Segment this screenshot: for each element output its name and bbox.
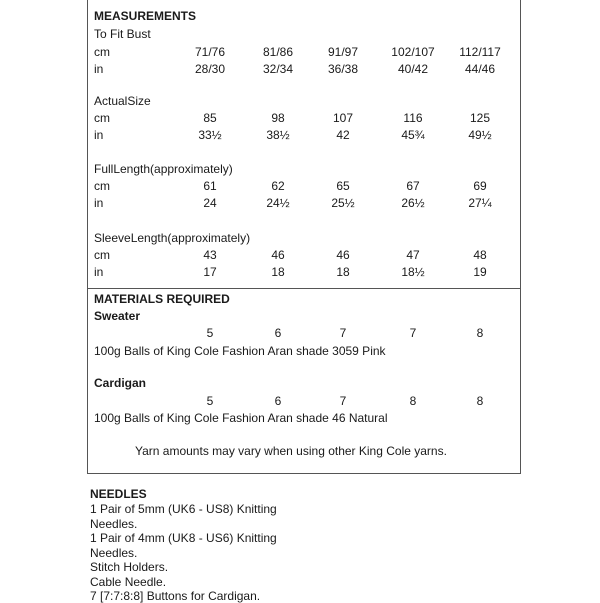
sweater-label: Sweater xyxy=(94,309,141,323)
ball-count: 7 xyxy=(409,326,417,340)
section-label-actual-size: ActualSize xyxy=(94,94,151,108)
size-value-in: 45¾ xyxy=(401,128,425,142)
ball-count: 5 xyxy=(206,326,214,340)
size-value-cm: 98 xyxy=(271,111,285,125)
sweater-yarn: 100g Balls of King Cole Fashion Aran shade 3059 Pink xyxy=(94,344,386,358)
ball-count: 7 xyxy=(339,326,347,340)
size-value-in: 36/38 xyxy=(327,62,359,76)
needle-line: 1 Pair of 4mm (UK8 - US6) Knitting xyxy=(90,531,277,545)
ball-count: 8 xyxy=(476,394,484,408)
section-label-to-fit-bust: To Fit Bust xyxy=(94,27,151,41)
cardigan-yarn: 100g Balls of King Cole Fashion Aran shade 46 Natural xyxy=(94,411,388,425)
size-value-in: 19 xyxy=(473,265,487,279)
size-value-in: 32/34 xyxy=(262,62,294,76)
size-value-cm: 61 xyxy=(203,179,217,193)
section-divider xyxy=(87,288,521,289)
size-value-cm: 62 xyxy=(271,179,285,193)
size-value-cm: 116 xyxy=(403,111,423,125)
size-value-cm: 43 xyxy=(203,248,217,262)
needle-line: Needles. xyxy=(90,516,138,531)
size-value-in: 18 xyxy=(271,265,285,279)
needle-line: Cable Needle. xyxy=(90,574,167,589)
size-value-in: 33½ xyxy=(198,128,222,142)
size-value-cm: 107 xyxy=(332,111,354,125)
unit-label-in: in xyxy=(94,62,104,76)
section-label-full-length: FullLength(approximately) xyxy=(94,162,233,176)
size-value-in: 17 xyxy=(203,265,217,279)
size-value-in: 24 xyxy=(203,196,217,210)
size-value-cm: 102/107 xyxy=(391,45,435,59)
size-value-in: 18½ xyxy=(401,265,425,279)
size-value-in: 40/42 xyxy=(397,62,429,76)
size-value-cm: 46 xyxy=(336,248,350,262)
size-value-in: 44/46 xyxy=(464,62,496,76)
size-value-cm: 47 xyxy=(406,248,420,262)
size-value-cm: 125 xyxy=(469,111,491,125)
size-value-cm: 112/117 xyxy=(459,45,501,59)
size-value-in: 18 xyxy=(336,265,350,279)
unit-label-cm: cm xyxy=(94,45,110,59)
materials-heading: MATERIALS REQUIRED xyxy=(94,292,230,306)
size-value-in: 38½ xyxy=(266,128,290,142)
size-value-cm: 65 xyxy=(336,179,350,193)
needles-heading: NEEDLES xyxy=(90,487,147,501)
needle-line: Stitch Holders. xyxy=(90,560,169,574)
ball-count: 8 xyxy=(409,394,417,408)
size-value-in: 49½ xyxy=(468,128,492,142)
unit-label-cm: cm xyxy=(94,248,110,262)
size-value-in: 42 xyxy=(336,128,350,142)
size-value-cm: 71/76 xyxy=(194,45,226,59)
ball-count: 7 xyxy=(339,394,347,408)
unit-label-cm: cm xyxy=(94,111,110,125)
cardigan-label: Cardigan xyxy=(94,376,147,390)
unit-label-cm: cm xyxy=(94,179,110,193)
size-value-cm: 81/86 xyxy=(262,45,294,59)
size-value-in: 28/30 xyxy=(194,62,226,76)
needle-line: 7 [7:7:8:8] Buttons for Cardigan. xyxy=(90,589,261,603)
measurements-heading: MEASUREMENTS xyxy=(94,9,197,23)
yarn-note: Yarn amounts may vary when using other King Cole yarns. xyxy=(135,444,447,458)
size-value-in: 26½ xyxy=(401,196,425,210)
unit-label-in: in xyxy=(94,265,104,279)
section-label-sleeve-length: SleeveLength(approximately) xyxy=(94,231,251,245)
ball-count: 8 xyxy=(476,326,484,340)
unit-label-in: in xyxy=(94,196,104,210)
size-value-in: 27¼ xyxy=(468,196,492,210)
size-value-in: 24½ xyxy=(266,196,290,210)
size-value-cm: 67 xyxy=(406,179,420,193)
size-value-cm: 46 xyxy=(271,248,285,262)
needle-line: Needles. xyxy=(90,545,138,560)
ball-count: 6 xyxy=(274,394,282,408)
unit-label-in: in xyxy=(94,128,104,142)
size-value-in: 25½ xyxy=(331,196,355,210)
ball-count: 6 xyxy=(274,326,282,340)
size-value-cm: 48 xyxy=(473,248,487,262)
size-value-cm: 85 xyxy=(203,111,217,125)
ball-count: 5 xyxy=(206,394,214,408)
size-value-cm: 91/97 xyxy=(327,45,359,59)
size-value-cm: 69 xyxy=(473,179,487,193)
needle-line: 1 Pair of 5mm (UK6 - US8) Knitting xyxy=(90,502,277,516)
